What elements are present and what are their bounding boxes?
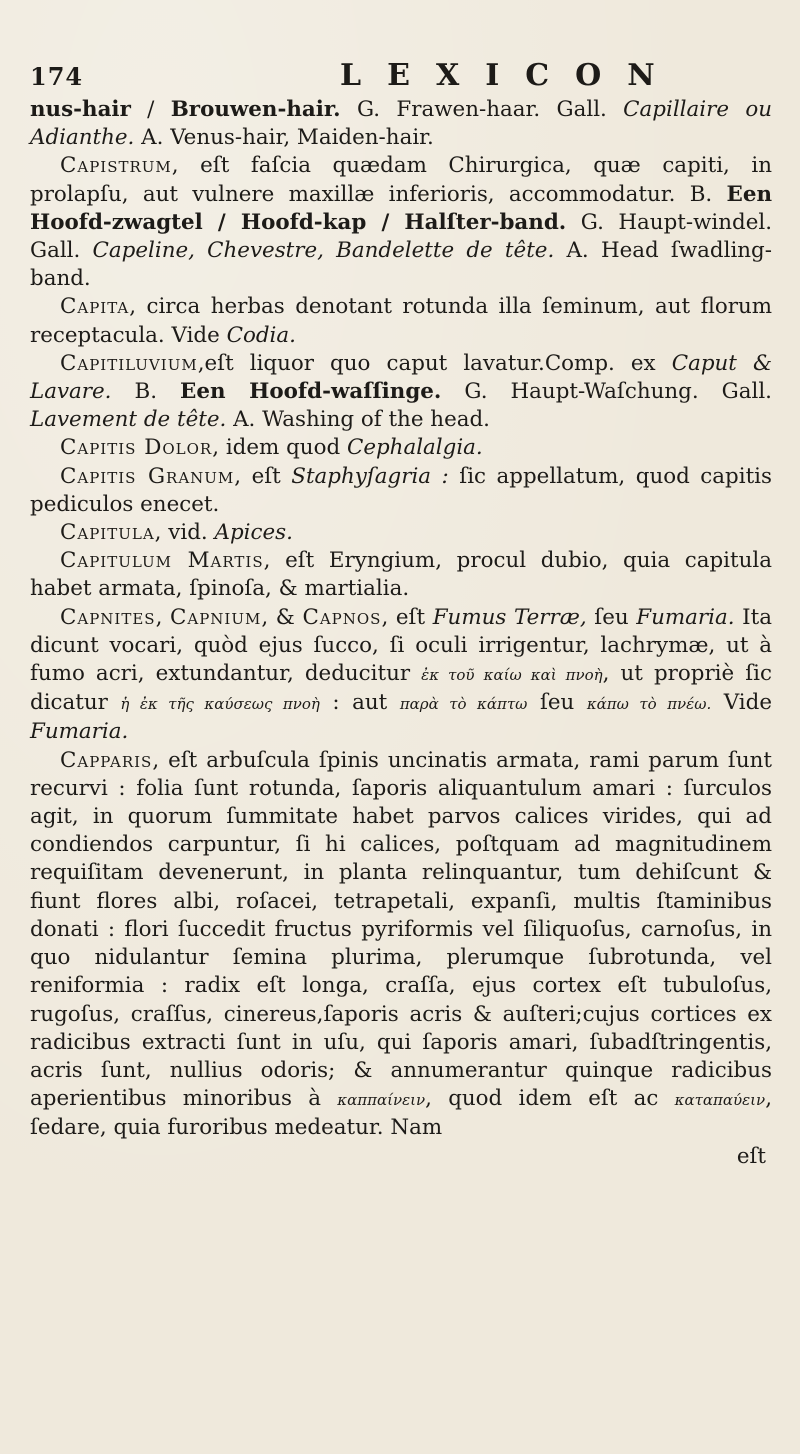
entry-text: , eſt: [234, 463, 292, 489]
entry-text: Een Hoofd-zwagtel / Hoofd-kap / Halſter-band.: [30, 181, 772, 235]
entry-text: Capillaire ou Adianthe.: [30, 97, 772, 151]
dictionary-entry: [30, 96, 772, 152]
entry-headword: Capita: [60, 294, 130, 320]
entry-text: Lavement de tête.: [30, 407, 227, 433]
entry-text: Brouwen-hair.: [170, 97, 341, 122]
entry-text: Een Hoofd-waſſinge.: [180, 379, 442, 405]
entry-headword: Capitula: [60, 520, 155, 546]
entry-text: ἐκ τοῦ καίω καὶ πνοὴ: [421, 666, 603, 685]
entry-text: A. Venus-hair, Maiden-hair.: [134, 125, 434, 151]
dictionary-entry: [30, 604, 772, 747]
entry-headword: Capparis: [60, 747, 153, 773]
dictionary-entry: [30, 747, 772, 1143]
entry-text: G. Haupt-windel. Gall.: [30, 209, 773, 264]
entry-text: , eſt: [381, 604, 433, 630]
entry-text: : aut: [319, 690, 400, 716]
entry-text: ſic appellatum, quod capitis pediculos enecet.: [30, 463, 772, 517]
entry-text: Capeline, Chevestre, Bandelette de tête.: [92, 238, 555, 264]
entry-text: , ut propriè ſic dicatur: [30, 661, 772, 716]
entry-text: καταπαύειν: [674, 1091, 766, 1110]
entry-text: A. Washing of the head.: [226, 407, 490, 433]
entry-text: ἡ ἐκ τῆς καύσεως πνοὴ: [120, 695, 320, 714]
entry-text: παρὰ τὸ κάπτω: [399, 695, 528, 714]
entry-text: Fumaria.: [636, 604, 735, 630]
entry-text: , circa herbas denotant rotunda illa ſeminum, aut florum receptacula. Vide: [30, 294, 772, 348]
dictionary-entry: [30, 547, 772, 603]
running-title: LEXICON: [340, 58, 681, 93]
entry-text: , eſt faſcia quædam Chirurgica, quæ capiti, in prolapſu, aut vulnere maxillæ inferioris, accommodatur. B.: [30, 153, 772, 207]
dictionary-entries: [30, 96, 772, 1143]
dictionary-entry: [30, 463, 772, 519]
entry-headword: Capitis Dolor: [60, 435, 213, 461]
entry-text: , ſedare, quia furoribus medeatur. Nam: [30, 1086, 772, 1141]
entry-text: Ita dicunt vocari, quòd ejus ſucco, ſi oculi irrigentur, lachrymæ, ut à fumo acri, extundantur, deducitur: [30, 604, 772, 687]
entry-text: G. Frawen-haar. Gall.: [340, 97, 624, 122]
entry-headword: Capitiluvium: [60, 350, 198, 376]
entry-text: ſeu: [527, 690, 587, 716]
entry-headword: Capnites: [60, 604, 156, 630]
entry-text: , vid.: [154, 520, 215, 546]
entry-text: Staphyſagria :: [291, 463, 449, 489]
page-number: 174: [30, 62, 84, 91]
entry-text: Fumaria.: [30, 719, 129, 745]
entry-headword: Capitis Granum: [60, 463, 235, 489]
entry-text: Apices.: [214, 520, 293, 546]
entry-text: , eſt arbuſcula ſpinis uncinatis armata, rami parum ſunt recurvi : folia ſunt rotunda, ſaporis aliquantulum amari : ſurculos agit, in quorum ſummitate habet parvos calices virides, qui ad condiendos carpuntur, ſi hi calices, poſtquam ad magnitudinem requiſitam devenerunt, in planta relinquantur, tum dehiſcunt & fiunt flores albi, roſacei, tetrapetali, expanſi, multis ſtaminibus donati : flori ſuccedit fructus pyriformis vel ſiliquoſus, carnoſus, in quo nidulantur ſemina plurima, plerumque ſubrotunda, vel reniformia : radix eſt longa, craſſa, ejus cortex eſt tubuloſus, rugoſus, craſſus, cinereus,ſaporis acris & auſteri;cujus cortices ex radicibus extracti ſunt in uſu, qui ſaporis amari, ſubadſtringentis, acris ſunt, nullius odoris; & annumerantur quinque radicibus aperientibus minoribus à: [30, 747, 772, 1112]
entry-text: Fumus Terræ,: [432, 604, 587, 630]
dictionary-entry: [30, 350, 772, 435]
entry-text: Vide: [711, 690, 773, 716]
entry-text: G. Haupt-Waſchung. Gall.: [441, 379, 772, 405]
entry-text: A. Head ſwadling-band.: [30, 238, 772, 292]
entry-text: , eſt Eryngium, procul dubio, quia capitula habet armata, ſpinoſa, & martialia.: [30, 548, 772, 602]
entry-text: Codia.: [226, 322, 296, 348]
entry-text: , idem quod: [212, 435, 347, 461]
dictionary-entry: [30, 293, 772, 349]
dictionary-entry: [30, 434, 772, 462]
entry-headword: Capistrum: [60, 153, 172, 179]
entry-text: Caput & Lavare.: [30, 350, 772, 405]
entry-text: nus-hair: [30, 97, 131, 122]
entry-text: , quod idem eſt ac: [425, 1086, 675, 1112]
catchword: eſt: [736, 1143, 766, 1169]
entry-headword: Capitulum Martis: [60, 548, 264, 574]
entry-text: ,eſt liquor quo caput lavatur.Comp. ex: [197, 350, 672, 376]
entry-text: B.: [111, 379, 181, 405]
entry-headword: Capnium: [170, 604, 262, 630]
entry-text: καππαίνειν: [337, 1091, 426, 1110]
entry-text: κάπω τὸ πνέω.: [586, 695, 712, 714]
entry-text: Cephalalgia.: [346, 435, 483, 461]
entry-text: , &: [261, 604, 303, 630]
entry-text: ,: [155, 604, 171, 630]
dictionary-entry: [30, 519, 772, 547]
entry-text: ſeu: [586, 604, 637, 630]
entry-headword: Capnos: [302, 604, 382, 630]
page-header: [30, 58, 772, 92]
dictionary-entry: [30, 152, 772, 293]
entry-text: /: [130, 97, 171, 122]
